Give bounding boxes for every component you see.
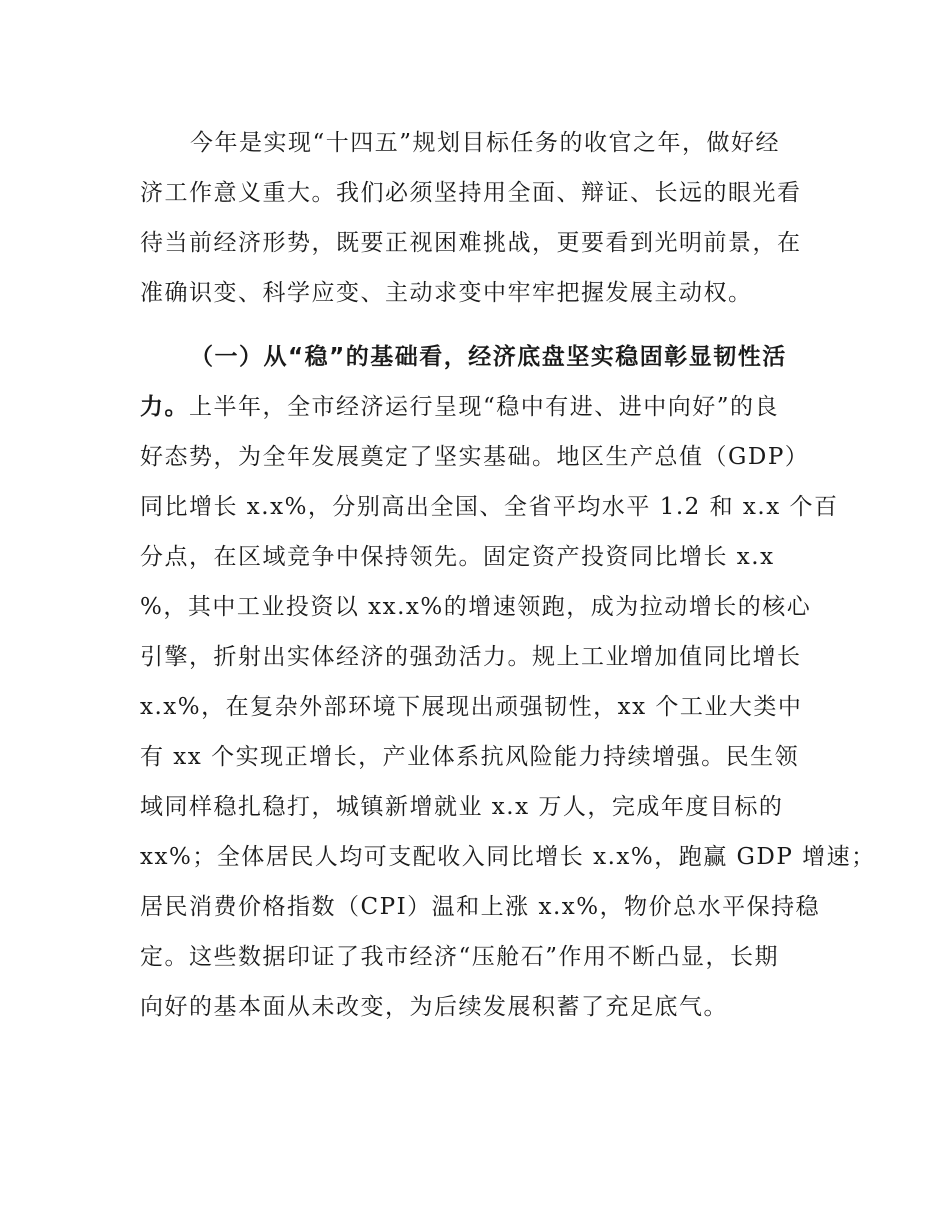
section-line: %，其中工业投资以 xx.x%的增速领跑，成为拉动增长的核心 bbox=[140, 594, 812, 620]
section-line: 向好的基本面从未改变，为后续发展积蓄了充足底气。 bbox=[140, 994, 728, 1020]
section-line: 定。这些数据印证了我市经济“压舱石”作用不断凸显，长期 bbox=[140, 944, 780, 970]
section-line: 引擎，折射出实体经济的强劲活力。规上工业增加值同比增长 bbox=[140, 644, 802, 670]
section-line: xx%；全体居民人均可支配收入同比增长 x.x%，跑赢 GDP 增速； bbox=[140, 844, 876, 870]
section-line-2 bbox=[140, 392, 820, 422]
section-line: 分点，在区域竞争中保持领先。固定资产投资同比增长 x.x bbox=[140, 544, 775, 570]
section-line: 域同样稳扎稳打，城镇新增就业 x.x 万人，完成年度目标的 bbox=[140, 794, 784, 820]
intro-line-4: 准确识变、科学应变、主动求变中牢牢把握发展主动权。 bbox=[140, 280, 753, 306]
section-heading-end: 力。 bbox=[140, 394, 189, 420]
section-line: 同比增长 x.x%，分别高出全国、全省平均水平 1.2 和 x.x 个百 bbox=[140, 494, 839, 520]
section-line: 居民消费价格指数（CPI）温和上涨 x.x%，物价总水平保持稳 bbox=[140, 894, 821, 920]
section-line: x.x%，在复杂外部环境下展现出顽强韧性，xx 个工业大类中 bbox=[140, 694, 803, 720]
intro-line-2: 济工作意义重大。我们必须坚持用全面、辩证、长远的眼光看 bbox=[140, 180, 802, 206]
intro-line-1: 今年是实现“十四五”规划目标任务的收官之年，做好经 bbox=[190, 130, 781, 156]
section-line: 好态势，为全年发展奠定了坚实基础。地区生产总值（GDP） bbox=[140, 444, 810, 470]
section-line-2-text: 上半年，全市经济运行呈现“稳中有进、进中向好”的良 bbox=[189, 394, 780, 420]
intro-line-3: 待当前经济形势，既要正视困难挑战，更要看到光明前景，在 bbox=[140, 230, 802, 256]
section-heading: （一）从“稳”的基础看，经济底盘坚实稳固彰显韧性活 bbox=[190, 344, 787, 370]
section-line: 有 xx 个实现正增长，产业体系抗风险能力持续增强。民生领 bbox=[140, 744, 800, 770]
